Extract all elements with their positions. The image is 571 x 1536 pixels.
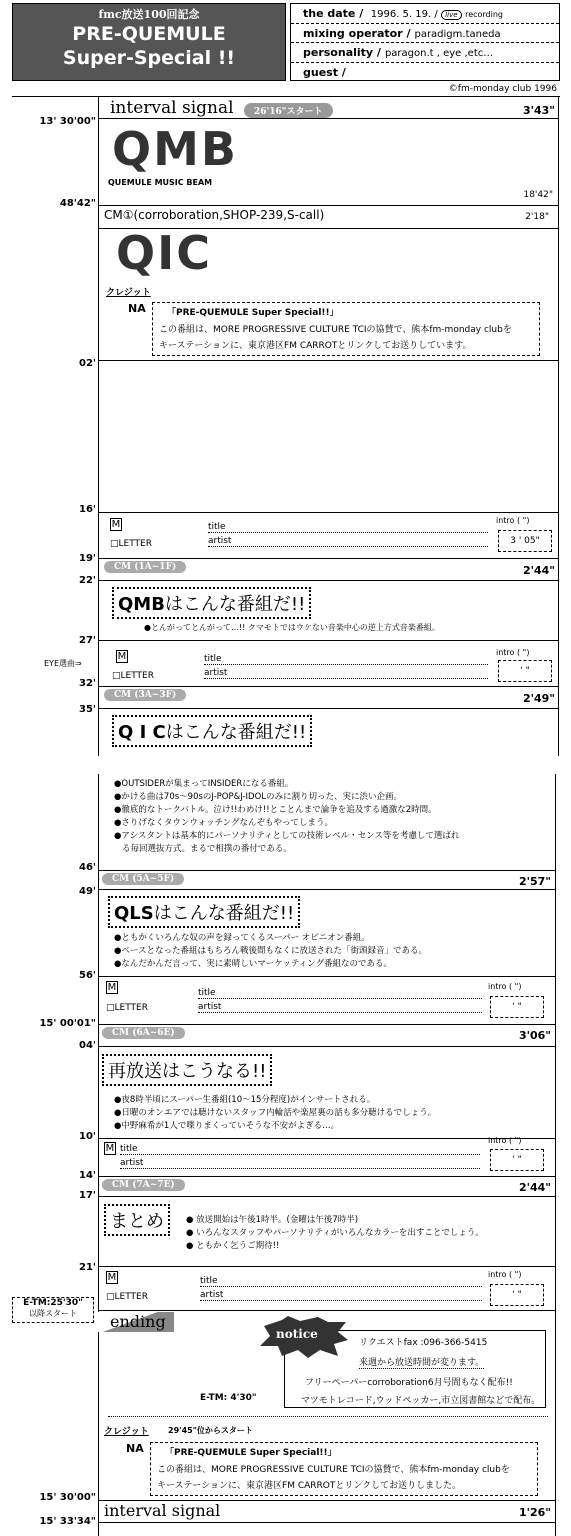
right-rule-1 xyxy=(558,96,559,756)
track-artist: artist xyxy=(198,1002,482,1013)
credit-quote: 「PRE-QUEMULE Super Special!!」 xyxy=(165,1448,337,1458)
intro-label: intro ( ") xyxy=(488,1136,522,1145)
rule xyxy=(98,708,558,709)
bullet: ●かける曲は70s～90sのJ-POP&J-IDOLのみに割り切った、実に渋い企画。 xyxy=(114,792,402,802)
rule xyxy=(98,1176,555,1177)
interval-signal-1: interval signal xyxy=(110,98,234,118)
cm1-duration: 2'18" xyxy=(525,212,549,222)
cm-badge: CM (3A~3F) xyxy=(104,689,186,701)
letter-checkbox[interactable]: □LETTER xyxy=(106,1003,148,1013)
banner-bold: QMB xyxy=(118,594,165,615)
credit-line: キーステーションに、東京港区FM CARROTとリンクしてお送りしています。 xyxy=(159,341,472,351)
credit-line: この番組は、MORE PROGRESSIVE CULTURE TCIの協賛で、熊本fm-monday clubを xyxy=(157,1465,510,1475)
interval-duration: 3'43" xyxy=(522,104,555,117)
track-time: 3 ' 05" xyxy=(498,530,552,552)
rule xyxy=(98,558,558,559)
bullet: ●ともかくいろんな奴の声を録ってくるスーパー オピニオン番組。 xyxy=(114,933,370,943)
track-artist: artist xyxy=(120,1158,480,1169)
bullet: ●徹底的なトークバトル。泣け!!わめけ!!とことんまで論争を追及する過激な2時間。 xyxy=(114,805,437,815)
banner-text: はこんな番組だ!! xyxy=(164,594,306,615)
program-title-block xyxy=(12,3,286,81)
time-mark: 19' xyxy=(79,553,96,564)
track-time: ' " xyxy=(490,996,544,1018)
rebroadcast-bullets xyxy=(114,1094,436,1133)
cm-badge: CM (6A~6E) xyxy=(102,1027,185,1039)
time-mark: 10' xyxy=(79,1131,96,1142)
time-mark: 15' 00'01" xyxy=(39,1018,96,1029)
track-title: title xyxy=(120,1144,480,1155)
rule xyxy=(98,1196,555,1197)
etm-sub: 以降スタート xyxy=(29,1309,77,1318)
summary-bullets xyxy=(186,1214,484,1253)
date-value: 1996. 5. 19. / xyxy=(370,9,438,20)
dotted-rule xyxy=(108,1416,548,1417)
intro-label: intro ( ") xyxy=(496,516,530,525)
rule xyxy=(98,1024,555,1025)
time-mark: 35' xyxy=(79,704,96,715)
intro-label: intro ( ") xyxy=(488,1270,522,1279)
qmb-info-banner xyxy=(112,587,311,619)
credit-text-box xyxy=(150,1442,538,1496)
banner-bold: QLS xyxy=(114,903,154,924)
rule xyxy=(98,889,555,890)
personality-label: personality / xyxy=(303,46,381,59)
qmb-info-text: ●とんがってとんがって…!! クマモトではウケない音楽中心の逆上方式音楽番組。 xyxy=(144,623,440,632)
rule xyxy=(98,640,558,641)
time-mark: 15' 30'00" xyxy=(39,1492,96,1503)
bullet: ●日曜のオンエアでは聴けないスタッフ内輪話や楽屋裏の話も多分聴けるでしょう。 xyxy=(114,1108,437,1118)
notice-label: notice xyxy=(276,1327,318,1341)
program-subtitle: Super-Special !! xyxy=(62,47,236,69)
mixing-value: paradigm.taneda xyxy=(414,28,501,40)
copyright: ©fm-monday club 1996 xyxy=(448,84,557,94)
bullet: ● ともかく乞うご期待!! xyxy=(186,1241,280,1251)
time-mark: 02' xyxy=(79,358,96,369)
track-title: title xyxy=(200,1276,482,1287)
live-badge: live xyxy=(441,10,461,20)
rule xyxy=(98,360,558,361)
qic-info-bullets xyxy=(114,778,459,856)
music-mark: M xyxy=(107,982,117,993)
bullet: ● 放送開始は午後1時半。(金曜は午後7時半) xyxy=(186,1215,359,1225)
interval-signal-2: interval signal xyxy=(104,1501,221,1520)
track-title: title xyxy=(204,654,488,665)
guest-label: guest / xyxy=(303,65,346,79)
rule xyxy=(98,976,555,977)
cm-duration: 2'44" xyxy=(518,1181,551,1194)
notice-line: 来週から放送時間が変ります。 xyxy=(359,1355,484,1369)
rule xyxy=(98,1310,555,1311)
track-time: ' " xyxy=(490,1149,544,1171)
notice-line: マツモトレコード,ウッドペッカー,市立図書館などで配布。 xyxy=(301,1396,541,1406)
banner-text: はこんな番組だ!! xyxy=(165,722,307,743)
time-mark: 48'42" xyxy=(59,198,96,209)
track-artist: artist xyxy=(200,1290,482,1301)
rule xyxy=(98,1046,555,1047)
program-title: PRE-QUEMULE xyxy=(72,23,226,45)
letter-checkbox[interactable]: □LETTER xyxy=(106,1292,148,1302)
cm-badge: CM (5A~5F) xyxy=(102,873,184,885)
bullet: ●ベースとなった番組はもちろん戦後間もなくに放送された「街頭録音」である。 xyxy=(114,946,427,956)
music-mark: M xyxy=(107,1272,117,1283)
interval-duration: 1'26" xyxy=(518,1506,551,1519)
track-time: ' " xyxy=(498,660,552,682)
cm-duration: 2'49" xyxy=(522,692,555,705)
rule xyxy=(98,1266,555,1267)
time-mark: 27' xyxy=(79,635,96,646)
date-label: the date / xyxy=(303,7,364,20)
interval-start-badge: 26'16"スタート xyxy=(244,103,333,118)
etm-label: E-TM:25'30" xyxy=(23,1298,83,1308)
intro-label: intro ( ") xyxy=(496,648,530,657)
time-mark: 14' xyxy=(79,1170,96,1181)
credit-start: 29'45"位からスタート xyxy=(168,1426,253,1435)
time-mark: 32' xyxy=(79,678,96,689)
time-mark: 16' xyxy=(79,504,96,515)
personality-value: paragon.t , eye ,etc… xyxy=(384,48,494,59)
ending-etm: E-TM: 4'30" xyxy=(200,1393,257,1403)
bullet: ●アシスタントは基本的にパーソナリティとしての技術レベル・センス等を考慮して選ばれ xyxy=(114,831,460,841)
cm-duration: 3'06" xyxy=(518,1029,551,1042)
rule xyxy=(98,870,555,871)
eye-selection-label: EYE選曲⇒ xyxy=(44,659,82,668)
bullet: る毎回選抜方式。まるで相撲の番付である。 xyxy=(122,844,292,854)
music-mark: M xyxy=(105,1143,115,1154)
time-mark: 22' xyxy=(79,575,96,586)
cm-badge: CM (1A~1F) xyxy=(104,561,186,573)
qmb-logo: QMB xyxy=(112,122,238,176)
qls-info-banner xyxy=(108,896,300,928)
recording-label: recording xyxy=(465,10,504,19)
time-mark: 15' 33'34" xyxy=(39,1516,96,1527)
bullet: ●OUTSIDERが集まってINSIDERになる番組。 xyxy=(114,779,294,789)
music-mark: M xyxy=(111,519,121,530)
time-mark: 17' xyxy=(79,1190,96,1201)
bullet: ●中野麻希が1人で喋りまくっていそうな不安がよぎる…。 xyxy=(114,1121,340,1131)
credit-line: キーステーションに、東京港区FM CARROTとリンクしてお送りしました。 xyxy=(157,1481,462,1491)
time-mark: 46' xyxy=(79,862,96,873)
rule xyxy=(98,580,558,581)
credit-text-box xyxy=(152,302,540,356)
time-mark: 21' xyxy=(79,1262,96,1273)
track-time: ' " xyxy=(490,1284,544,1306)
time-mark: 56' xyxy=(79,970,96,981)
notice-line: リクエストfax :096-366-5415 xyxy=(359,1338,488,1348)
rule xyxy=(98,1522,555,1523)
credit-line: この番組は、MORE PROGRESSIVE CULTURE TCIの協賛で、熊本fm-monday clubを xyxy=(159,325,512,335)
cm1-label: CM①(corroboration,SHOP-239,S-call) xyxy=(104,208,325,222)
na-label: NA xyxy=(128,302,146,315)
qmb-subtitle: QUEMULE MUSIC BEAM xyxy=(108,178,213,187)
qic-info-banner xyxy=(112,715,312,747)
rebroadcast-banner: 再放送はこうなる!! xyxy=(102,1054,272,1086)
bullet: ● いろんなスタッフやパーソナリティがいろんなカラーを出すことでしょう。 xyxy=(186,1228,484,1238)
music-mark: M xyxy=(117,651,127,662)
qic-logo: QIC xyxy=(116,226,212,280)
credit-label: クレジット xyxy=(104,1427,149,1437)
qmb-duration: 18'42" xyxy=(523,190,553,200)
notice-line: フリーペーパーcorroboration6月号間もなく配布!! xyxy=(305,1378,513,1388)
etm-box xyxy=(12,1297,94,1323)
banner-bold: Q I C xyxy=(118,722,166,743)
credit-label: クレジット xyxy=(106,288,151,298)
rule xyxy=(98,1138,555,1139)
bullet: ●なんだかんだ言って、実に素晴しいマーケッティング番組なのである。 xyxy=(114,959,392,969)
right-rule-2 xyxy=(555,774,556,1536)
track-title: title xyxy=(208,522,488,533)
rule xyxy=(98,118,558,119)
cm-badge: CM (7A~7E) xyxy=(102,1179,185,1191)
letter-checkbox[interactable]: □LETTER xyxy=(110,539,152,549)
bullet: ●夜8時半頃にスーパー生番組(10～15分程度)がインサートされる。 xyxy=(114,1095,376,1105)
intro-label: intro ( ") xyxy=(488,982,522,991)
cm-duration: 2'44" xyxy=(522,564,555,577)
anniversary-label: fmc放送100回記念 xyxy=(98,8,200,21)
cm-duration: 2'57" xyxy=(518,875,551,888)
track-artist: artist xyxy=(204,668,488,679)
banner-text: はこんな番組だ!! xyxy=(153,903,295,924)
info-block xyxy=(290,3,560,81)
left-rule-1 xyxy=(98,96,99,756)
qls-info-bullets xyxy=(114,932,427,971)
rule xyxy=(98,686,558,687)
ending-label: ending xyxy=(110,1312,166,1331)
na-label: NA xyxy=(126,1442,144,1455)
rule xyxy=(98,512,558,513)
bullet: ●さりげなくタウンウォッチングなんぞもやってしまう。 xyxy=(114,818,333,828)
letter-checkbox[interactable]: □LETTER xyxy=(112,671,154,681)
credit-quote: 「PRE-QUEMULE Super Special!!」 xyxy=(167,308,339,318)
track-title: title xyxy=(198,988,482,999)
time-mark: 13' 30'00" xyxy=(39,116,96,127)
summary-banner: まとめ xyxy=(104,1204,170,1236)
track-artist: artist xyxy=(208,536,488,547)
rule xyxy=(98,205,558,206)
time-mark: 04' xyxy=(79,1040,96,1051)
top-rule xyxy=(12,96,560,97)
mixing-label: mixing operator / xyxy=(303,26,411,40)
time-mark: 49' xyxy=(79,886,96,897)
